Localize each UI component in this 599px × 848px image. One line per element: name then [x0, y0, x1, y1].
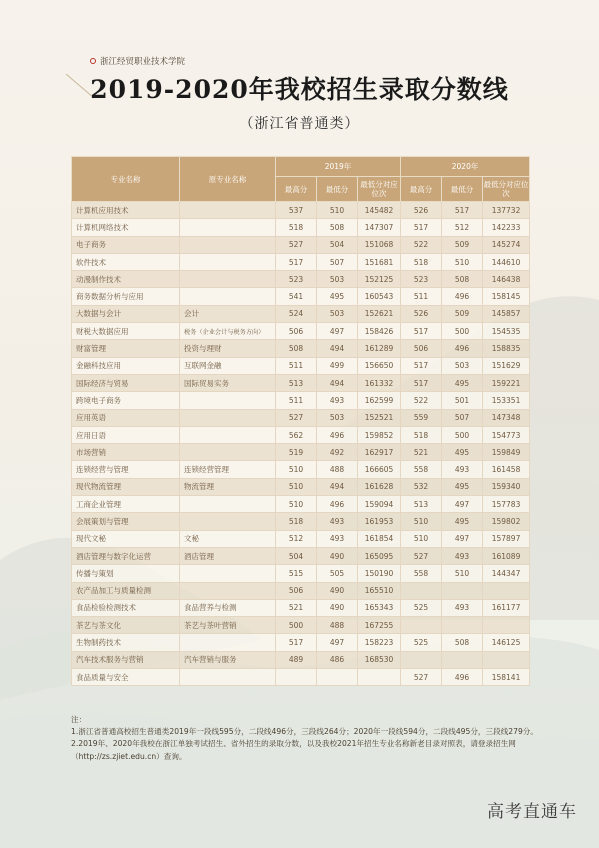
table-row	[72, 617, 530, 634]
table-cell-major: 金融科技应用	[72, 357, 180, 374]
table-cell-c: 165510	[358, 582, 401, 599]
table-cell-old	[180, 426, 276, 443]
table-cell-f: 154535	[483, 323, 530, 340]
watermark: 高考直通车	[487, 802, 577, 822]
table-row	[72, 461, 530, 478]
table-cell-b: 494	[317, 478, 358, 495]
table-cell-a	[276, 669, 317, 686]
table-cell-b: 497	[317, 634, 358, 651]
table-row	[72, 357, 530, 374]
table-cell-e: 493	[442, 461, 483, 478]
table-cell-b: 503	[317, 409, 358, 426]
table-cell-c: 158223	[358, 634, 401, 651]
table-cell-b: 488	[317, 617, 358, 634]
table-cell-e	[442, 617, 483, 634]
header-rank-2019: 最低分对应位次	[358, 177, 401, 202]
table-cell-old: 汽车营销与服务	[180, 651, 276, 668]
table-cell-c: 159094	[358, 496, 401, 513]
table-cell-f: 159802	[483, 513, 530, 530]
table-cell-b: 497	[317, 323, 358, 340]
table-cell-b: 496	[317, 426, 358, 443]
table-cell-old: 酒店管理	[180, 547, 276, 564]
header-max-2020: 最高分	[401, 177, 442, 202]
table-cell-e: 493	[442, 547, 483, 564]
table-cell-major: 酒店管理与数字化运营	[72, 547, 180, 564]
table-cell-b: 493	[317, 513, 358, 530]
table-row	[72, 651, 530, 668]
table-cell-e: 503	[442, 357, 483, 374]
table-cell-a: 506	[276, 582, 317, 599]
table-cell-e: 510	[442, 253, 483, 270]
table-cell-e: 510	[442, 565, 483, 582]
table-cell-e: 509	[442, 305, 483, 322]
table-cell-a: 511	[276, 392, 317, 409]
table-row	[72, 253, 530, 270]
table-cell-c: 161332	[358, 374, 401, 391]
table-row	[72, 202, 530, 219]
table-cell-f: 161177	[483, 599, 530, 616]
table-cell-b: 499	[317, 357, 358, 374]
table-cell-major: 应用英语	[72, 409, 180, 426]
table-cell-d: 511	[401, 288, 442, 305]
table-cell-f: 137732	[483, 202, 530, 219]
table-cell-major: 国际经济与贸易	[72, 374, 180, 391]
school-name: 浙江经贸职业技术学院	[100, 57, 186, 67]
table-cell-e: 507	[442, 409, 483, 426]
table-cell-b: 492	[317, 444, 358, 461]
table-cell-f	[483, 582, 530, 599]
table-row	[72, 426, 530, 443]
table-cell-d: 527	[401, 669, 442, 686]
table-cell-b: 504	[317, 236, 358, 253]
table-cell-e: 496	[442, 340, 483, 357]
table-cell-old: 茶艺与茶叶营销	[180, 617, 276, 634]
table-cell-major: 应用日语	[72, 426, 180, 443]
table-row	[72, 669, 530, 686]
page-subtitle: （浙江省普通类）	[239, 116, 360, 132]
table-cell-c: 152621	[358, 305, 401, 322]
table-cell-b: 495	[317, 288, 358, 305]
table-cell-e: 500	[442, 426, 483, 443]
table-cell-f: 154773	[483, 426, 530, 443]
table-cell-b: 493	[317, 530, 358, 547]
table-cell-d: 513	[401, 496, 442, 513]
table-cell-d: 558	[401, 565, 442, 582]
table-cell-d: 527	[401, 547, 442, 564]
table-cell-d: 558	[401, 461, 442, 478]
table-cell-d: 522	[401, 236, 442, 253]
table-cell-d: 526	[401, 305, 442, 322]
table-row	[72, 340, 530, 357]
table-cell-c: 166605	[358, 461, 401, 478]
table-cell-major: 市场营销	[72, 444, 180, 461]
header-year-2020: 2020年	[401, 157, 530, 177]
table-cell-a: 537	[276, 202, 317, 219]
table-cell-major: 大数据与会计	[72, 305, 180, 322]
table-cell-f: 151629	[483, 357, 530, 374]
table-row	[72, 599, 530, 616]
table-cell-c: 159852	[358, 426, 401, 443]
table-cell-b: 490	[317, 547, 358, 564]
table-cell-a: 541	[276, 288, 317, 305]
table-cell-b: 496	[317, 496, 358, 513]
note-line-1: 1.浙江省普通高校招生普通类2019年一段线595分，二段线496分，三段线264分；2020年一段线594分，二段线495分，三段线279分。	[71, 727, 538, 737]
table-cell-e: 517	[442, 202, 483, 219]
table-cell-e: 495	[442, 374, 483, 391]
notes-label: 注：	[71, 715, 87, 724]
table-cell-major: 工商企业管理	[72, 496, 180, 513]
table-cell-old	[180, 669, 276, 686]
table-cell-d: 510	[401, 513, 442, 530]
school-header	[90, 55, 185, 67]
table-cell-f: 158141	[483, 669, 530, 686]
table-cell-d: 523	[401, 271, 442, 288]
table-cell-old: 食品营养与检测	[180, 599, 276, 616]
table-cell-c: 151681	[358, 253, 401, 270]
table-cell-d: 525	[401, 634, 442, 651]
table-cell-c: 161628	[358, 478, 401, 495]
table-cell-e: 508	[442, 271, 483, 288]
header-major: 专业名称	[72, 157, 180, 202]
table-cell-a: 510	[276, 461, 317, 478]
table-cell-a: 504	[276, 547, 317, 564]
table-cell-a: 517	[276, 253, 317, 270]
table-cell-f: 146438	[483, 271, 530, 288]
table-cell-major: 农产品加工与质量检测	[72, 582, 180, 599]
table-cell-a: 513	[276, 374, 317, 391]
table-cell-a: 506	[276, 323, 317, 340]
table-cell-major: 传播与策划	[72, 565, 180, 582]
table-cell-a: 515	[276, 565, 317, 582]
table-cell-old: 税务（企业会计与税务方向）	[180, 323, 276, 340]
table-cell-c: 152125	[358, 271, 401, 288]
notes	[71, 714, 541, 763]
table-row	[72, 565, 530, 582]
table-row	[72, 530, 530, 547]
table-cell-c: 161953	[358, 513, 401, 530]
table-cell-b: 507	[317, 253, 358, 270]
table-cell-e: 496	[442, 288, 483, 305]
table-cell-c: 152521	[358, 409, 401, 426]
table-cell-old: 互联网金融	[180, 357, 276, 374]
table-cell-b: 508	[317, 219, 358, 236]
table-cell-f: 144610	[483, 253, 530, 270]
table-cell-a: 512	[276, 530, 317, 547]
table-cell-a: 510	[276, 478, 317, 495]
table-cell-c: 160543	[358, 288, 401, 305]
table-cell-b: 490	[317, 582, 358, 599]
table-cell-major: 财税大数据应用	[72, 323, 180, 340]
table-cell-major: 食品质量与安全	[72, 669, 180, 686]
table-cell-major: 计算机应用技术	[72, 202, 180, 219]
table-row	[72, 513, 530, 530]
table-cell-d	[401, 651, 442, 668]
table-cell-d: 517	[401, 374, 442, 391]
page-title: 2019-2020年我校招生录取分数线	[90, 75, 509, 104]
table-row	[72, 236, 530, 253]
table-cell-e	[442, 651, 483, 668]
table-cell-d: 518	[401, 253, 442, 270]
table-cell-d: 559	[401, 409, 442, 426]
table-cell-d: 526	[401, 202, 442, 219]
header-max-2019: 最高分	[276, 177, 317, 202]
table-cell-major: 电子商务	[72, 236, 180, 253]
table-cell-e: 495	[442, 513, 483, 530]
table-cell-d: 517	[401, 323, 442, 340]
admission-score-table	[71, 156, 529, 686]
table-cell-old	[180, 582, 276, 599]
table-cell-a: 527	[276, 409, 317, 426]
table-cell-major: 汽车技术服务与营销	[72, 651, 180, 668]
table-cell-old: 物流管理	[180, 478, 276, 495]
header-old-major: 原专业名称	[180, 157, 276, 202]
table-cell-old	[180, 253, 276, 270]
table-cell-c: 147307	[358, 219, 401, 236]
table-cell-f	[483, 617, 530, 634]
table-cell-e: 497	[442, 530, 483, 547]
table-cell-b: 488	[317, 461, 358, 478]
table-cell-e: 495	[442, 478, 483, 495]
table-cell-c: 150190	[358, 565, 401, 582]
table-row	[72, 392, 530, 409]
table-cell-b: 505	[317, 565, 358, 582]
table-cell-d: 517	[401, 219, 442, 236]
table-cell-d: 525	[401, 599, 442, 616]
table-cell-major: 会展策划与管理	[72, 513, 180, 530]
table-cell-d: 510	[401, 530, 442, 547]
table-cell-c: 161854	[358, 530, 401, 547]
table-cell-b: 494	[317, 340, 358, 357]
table-cell-a: 508	[276, 340, 317, 357]
table-cell-c: 165343	[358, 599, 401, 616]
table-cell-f: 157783	[483, 496, 530, 513]
table-cell-b: 490	[317, 599, 358, 616]
table-cell-old	[180, 236, 276, 253]
table-cell-old	[180, 271, 276, 288]
table-cell-a: 562	[276, 426, 317, 443]
table-cell-b: 503	[317, 271, 358, 288]
table-cell-e: 497	[442, 496, 483, 513]
table-row	[72, 271, 530, 288]
table-cell-f: 161458	[483, 461, 530, 478]
table-row	[72, 305, 530, 322]
table-cell-old: 会计	[180, 305, 276, 322]
table-cell-d: 517	[401, 357, 442, 374]
table-cell-b: 503	[317, 305, 358, 322]
table-cell-f: 159849	[483, 444, 530, 461]
table-cell-b: 510	[317, 202, 358, 219]
table-row	[72, 478, 530, 495]
table-row	[72, 634, 530, 651]
table-cell-a: 518	[276, 513, 317, 530]
table-row	[72, 409, 530, 426]
table-cell-old	[180, 444, 276, 461]
table-cell-e: 501	[442, 392, 483, 409]
table-cell-d: 521	[401, 444, 442, 461]
table-cell-e: 509	[442, 236, 483, 253]
table-cell-f: 157897	[483, 530, 530, 547]
table-cell-b: 486	[317, 651, 358, 668]
table-cell-f: 159340	[483, 478, 530, 495]
table-cell-major: 现代文秘	[72, 530, 180, 547]
table-cell-a: 489	[276, 651, 317, 668]
circle-bullet-icon	[90, 58, 96, 64]
table-cell-major: 生物制药技术	[72, 634, 180, 651]
table-cell-a: 519	[276, 444, 317, 461]
table-cell-d	[401, 582, 442, 599]
table-cell-old	[180, 392, 276, 409]
table-cell-f: 147348	[483, 409, 530, 426]
table-cell-old	[180, 634, 276, 651]
table-cell-e: 495	[442, 444, 483, 461]
table-cell-old	[180, 565, 276, 582]
table-cell-c: 165095	[358, 547, 401, 564]
table-cell-d: 518	[401, 426, 442, 443]
table-cell-major: 现代物流管理	[72, 478, 180, 495]
table-row	[72, 444, 530, 461]
table-cell-major: 食品检验检测技术	[72, 599, 180, 616]
table-cell-b: 493	[317, 392, 358, 409]
table-cell-a: 527	[276, 236, 317, 253]
table-row	[72, 219, 530, 236]
table-cell-e	[442, 582, 483, 599]
table-cell-major: 软件技术	[72, 253, 180, 270]
table-body	[72, 202, 530, 686]
table-cell-d: 522	[401, 392, 442, 409]
table-cell-old	[180, 288, 276, 305]
table-cell-e: 496	[442, 669, 483, 686]
table-cell-c: 167255	[358, 617, 401, 634]
table-cell-f: 153351	[483, 392, 530, 409]
table-cell-c: 158426	[358, 323, 401, 340]
table-cell-major: 财富管理	[72, 340, 180, 357]
table-cell-c: 151068	[358, 236, 401, 253]
table-cell-d: 532	[401, 478, 442, 495]
table-cell-c	[358, 669, 401, 686]
table-cell-c: 168530	[358, 651, 401, 668]
header-min-2019: 最低分	[317, 177, 358, 202]
table-cell-f: 145857	[483, 305, 530, 322]
table-cell-f: 161089	[483, 547, 530, 564]
table-cell-f: 159221	[483, 374, 530, 391]
table-cell-a: 510	[276, 496, 317, 513]
table-cell-b: 494	[317, 374, 358, 391]
table-cell-major: 计算机网络技术	[72, 219, 180, 236]
table-cell-old: 国际贸易实务	[180, 374, 276, 391]
table-cell-old	[180, 409, 276, 426]
table-cell-f: 158145	[483, 288, 530, 305]
table-cell-old	[180, 219, 276, 236]
table-cell-a: 511	[276, 357, 317, 374]
table-cell-c: 162599	[358, 392, 401, 409]
table-cell-major: 动漫制作技术	[72, 271, 180, 288]
table-cell-major: 连锁经营与管理	[72, 461, 180, 478]
table-cell-e: 512	[442, 219, 483, 236]
table-cell-a: 524	[276, 305, 317, 322]
header-year-2019: 2019年	[276, 157, 401, 177]
note-line-2: 2.2019年、2020年我校在浙江单独考试招生、省外招生的录取分数，以及我校2021年招生专业名称新老目录对照表，请登录招生网（http://zs.zjiet.edu.cn）查询。	[71, 739, 516, 761]
table-cell-f: 144347	[483, 565, 530, 582]
table-cell-old	[180, 513, 276, 530]
table-cell-e: 493	[442, 599, 483, 616]
table-cell-e: 500	[442, 323, 483, 340]
table-cell-major: 商务数据分析与应用	[72, 288, 180, 305]
table-row	[72, 582, 530, 599]
table-cell-old	[180, 202, 276, 219]
table-cell-old: 连锁经营管理	[180, 461, 276, 478]
table-cell-f	[483, 651, 530, 668]
table-cell-a: 500	[276, 617, 317, 634]
table-cell-a: 517	[276, 634, 317, 651]
table-cell-a: 521	[276, 599, 317, 616]
table-row	[72, 496, 530, 513]
table-row	[72, 323, 530, 340]
table-cell-f: 145274	[483, 236, 530, 253]
table-cell-old	[180, 496, 276, 513]
table-cell-old: 文秘	[180, 530, 276, 547]
table-cell-d	[401, 617, 442, 634]
table-cell-c: 161289	[358, 340, 401, 357]
table-cell-a: 518	[276, 219, 317, 236]
table-row	[72, 288, 530, 305]
table-cell-e: 508	[442, 634, 483, 651]
header-rank-2020: 最低分对应位次	[483, 177, 530, 202]
table-cell-c: 145482	[358, 202, 401, 219]
table-cell-major: 茶艺与茶文化	[72, 617, 180, 634]
table-cell-d: 506	[401, 340, 442, 357]
table-cell-old: 投资与理财	[180, 340, 276, 357]
table-row	[72, 374, 530, 391]
header-min-2020: 最低分	[442, 177, 483, 202]
table-cell-f: 142233	[483, 219, 530, 236]
table-cell-a: 523	[276, 271, 317, 288]
table-cell-c: 156650	[358, 357, 401, 374]
table-cell-major: 跨境电子商务	[72, 392, 180, 409]
table-cell-b	[317, 669, 358, 686]
table-row	[72, 547, 530, 564]
table-cell-f: 146125	[483, 634, 530, 651]
table-cell-c: 162917	[358, 444, 401, 461]
table-cell-f: 158835	[483, 340, 530, 357]
